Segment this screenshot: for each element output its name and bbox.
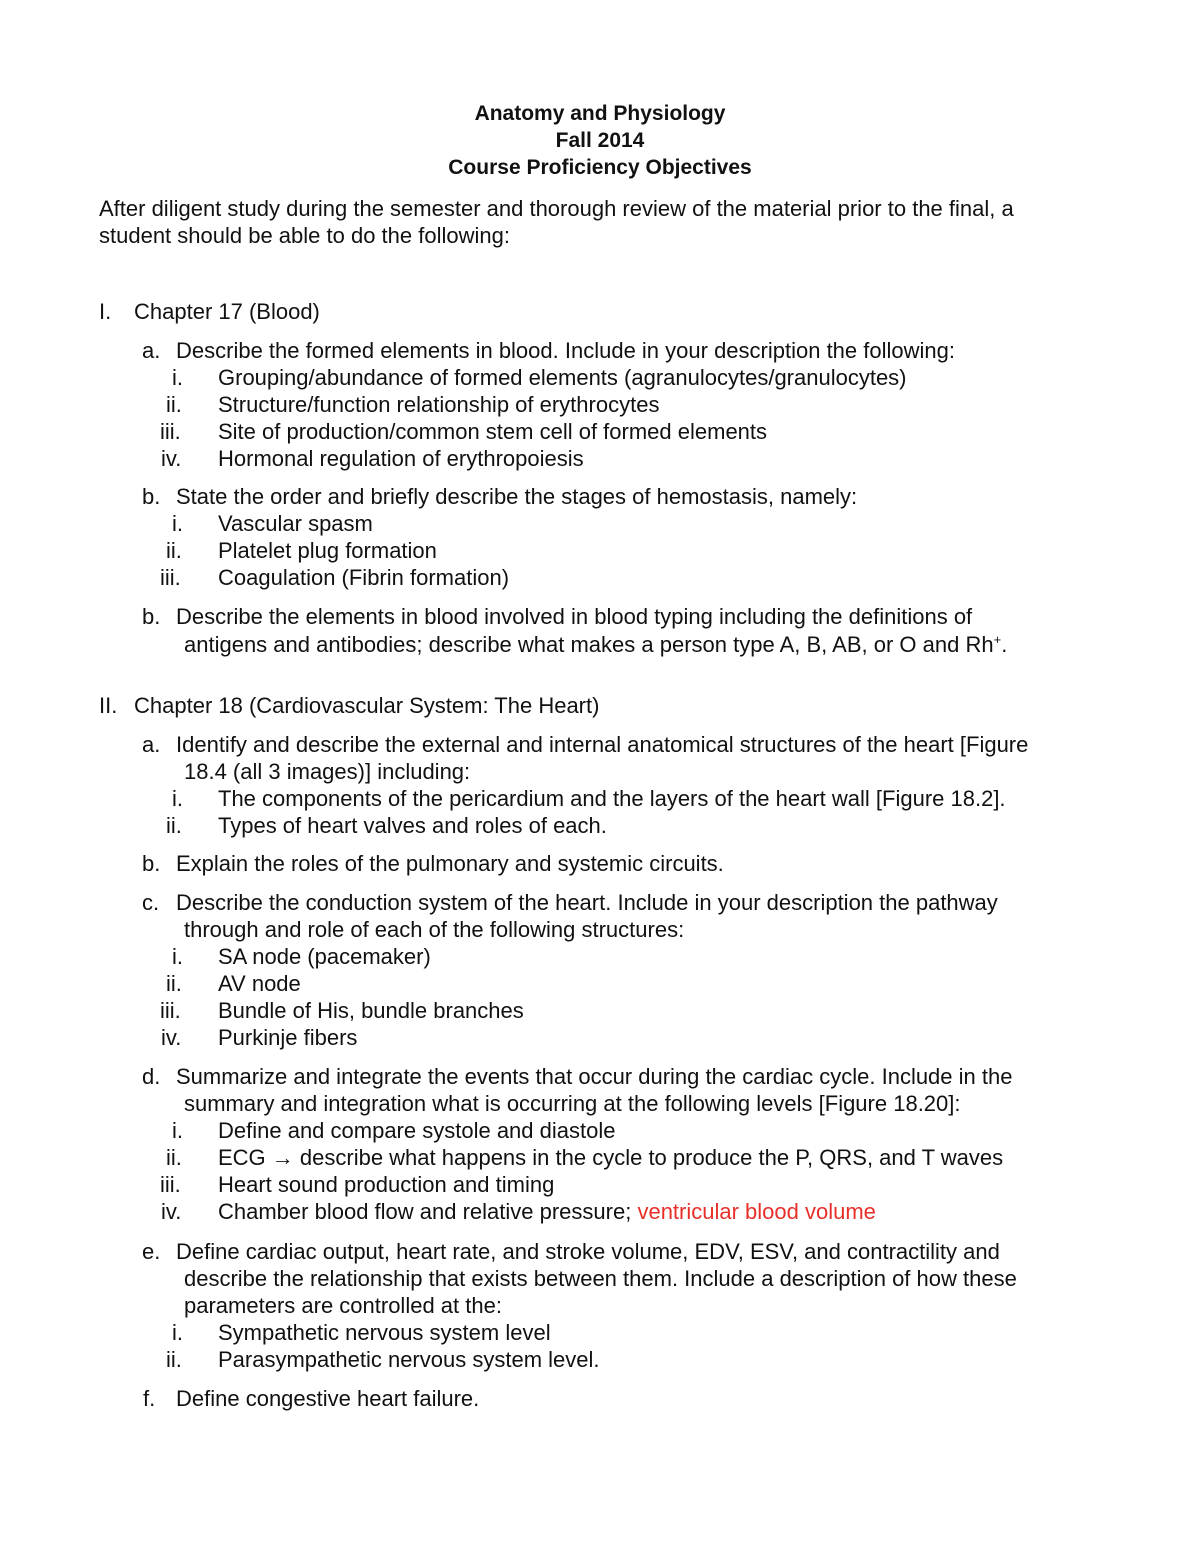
item-text: Describe the formed elements in blood. Include in your description the following: (176, 338, 955, 363)
item-continuation: describe the relationship that exists between them. Include a description of how these (184, 1266, 1017, 1291)
subitem-text: Bundle of His, bundle branches (218, 998, 524, 1023)
subitem-number: i. (172, 1320, 183, 1345)
item-continuation: through and role of each of the following structures: (184, 917, 685, 942)
subitem-number: ii. (166, 392, 182, 417)
item-text: Define congestive heart failure. (176, 1386, 480, 1411)
superscript: + (993, 632, 1002, 647)
subitem-text: Vascular spasm (218, 511, 373, 536)
item-continuation-end: . (1001, 632, 1008, 657)
subitem-number: i. (172, 365, 183, 390)
document-subtitle: Course Proficiency Objectives (448, 156, 752, 179)
item-letter: b. (142, 851, 161, 876)
subitem-number: i. (172, 1118, 183, 1143)
subitem-number: i. (172, 511, 183, 536)
item-text: Summarize and integrate the events that occur during the cardiac cycle. Include in the (176, 1064, 1013, 1089)
subitem-number: iv. (161, 1025, 182, 1050)
item-letter: f. (143, 1386, 156, 1411)
document-title: Anatomy and Physiology (474, 102, 726, 125)
subitem-number: iii. (160, 565, 181, 590)
intro-line-2: student should be able to do the following: (99, 223, 510, 248)
subitem-number: i. (172, 944, 183, 969)
subitem-number: ii. (166, 971, 182, 996)
subitem-text: Define and compare systole and diastole (218, 1118, 616, 1143)
section-number: II. (99, 693, 118, 718)
item-continuation: 18.4 (all 3 images)] including: (184, 759, 471, 784)
item-continuation (184, 631, 1007, 658)
subitem-number: iii. (160, 419, 181, 444)
subitem-number: ii. (166, 813, 182, 838)
item-text: Explain the roles of the pulmonary and systemic circuits. (176, 851, 724, 876)
subitem-number: iv. (161, 446, 182, 471)
subitem-text: Grouping/abundance of formed elements (agranulocytes/granulocytes) (218, 365, 907, 390)
intro-line-1: After diligent study during the semester and thorough review of the material prior to the final, a (99, 196, 1014, 221)
subitem-text: Sympathetic nervous system level (218, 1320, 551, 1345)
highlighted-text: ventricular blood volume (637, 1199, 876, 1224)
item-text: Identify and describe the external and internal anatomical structures of the heart [Figure (176, 732, 1029, 757)
subitem-text (218, 1198, 876, 1225)
subitem-text: Purkinje fibers (218, 1025, 358, 1050)
subitem-number: i. (172, 786, 183, 811)
item-letter: a. (142, 338, 161, 363)
subitem-text: Platelet plug formation (218, 538, 437, 563)
item-letter: b. (142, 484, 161, 509)
item-letter: a. (142, 732, 161, 757)
subitem-text: Hormonal regulation of erythropoiesis (218, 446, 584, 471)
subitem-number: ii. (166, 1145, 182, 1170)
subitem-text: Structure/function relationship of erythrocytes (218, 392, 660, 417)
subitem-number: iii. (160, 1172, 181, 1197)
subitem-text: The components of the pericardium and the layers of the heart wall [Figure 18.2]. (218, 786, 1006, 811)
subitem-text: Coagulation (Fibrin formation) (218, 565, 510, 590)
subitem-number: ii. (166, 538, 182, 563)
document-term: Fall 2014 (555, 129, 645, 152)
subitem-number: iv. (161, 1199, 182, 1224)
item-letter: e. (142, 1239, 161, 1264)
item-text: State the order and briefly describe the stages of hemostasis, namely: (176, 484, 858, 509)
subitem-text: Types of heart valves and roles of each. (218, 813, 607, 838)
section-title: Chapter 17 (Blood) (134, 299, 320, 324)
section-number: I. (99, 299, 112, 324)
item-text: Describe the elements in blood involved in blood typing including the definitions of (176, 604, 973, 629)
item-continuation-text: antigens and antibodies; describe what makes a person type A, B, AB, or O and Rh (184, 632, 994, 657)
subitem-text-plain: Chamber blood flow and relative pressure; (218, 1199, 638, 1224)
subitem-text: Parasympathetic nervous system level. (218, 1347, 600, 1372)
item-continuation: summary and integration what is occurring at the following levels [Figure 18.20]: (184, 1091, 961, 1116)
section-title: Chapter 18 (Cardiovascular System: The Heart) (134, 693, 600, 718)
subitem-text: Heart sound production and timing (218, 1172, 555, 1197)
item-continuation: parameters are controlled at the: (184, 1293, 502, 1318)
subitem-text: AV node (218, 971, 301, 996)
item-text: Describe the conduction system of the heart. Include in your description the pathway (176, 890, 998, 915)
item-letter: d. (142, 1064, 161, 1089)
subitem-number: ii. (166, 1347, 182, 1372)
item-letter: b. (142, 604, 161, 629)
subitem-text: Site of production/common stem cell of formed elements (218, 419, 768, 444)
item-text: Define cardiac output, heart rate, and stroke volume, EDV, ESV, and contractility and (176, 1239, 1000, 1264)
item-letter: c. (142, 890, 160, 915)
subitem-text: SA node (pacemaker) (218, 944, 431, 969)
subitem-text: ECG → describe what happens in the cycle to produce the P, QRS, and T waves (218, 1145, 1004, 1170)
subitem-number: iii. (160, 998, 181, 1023)
